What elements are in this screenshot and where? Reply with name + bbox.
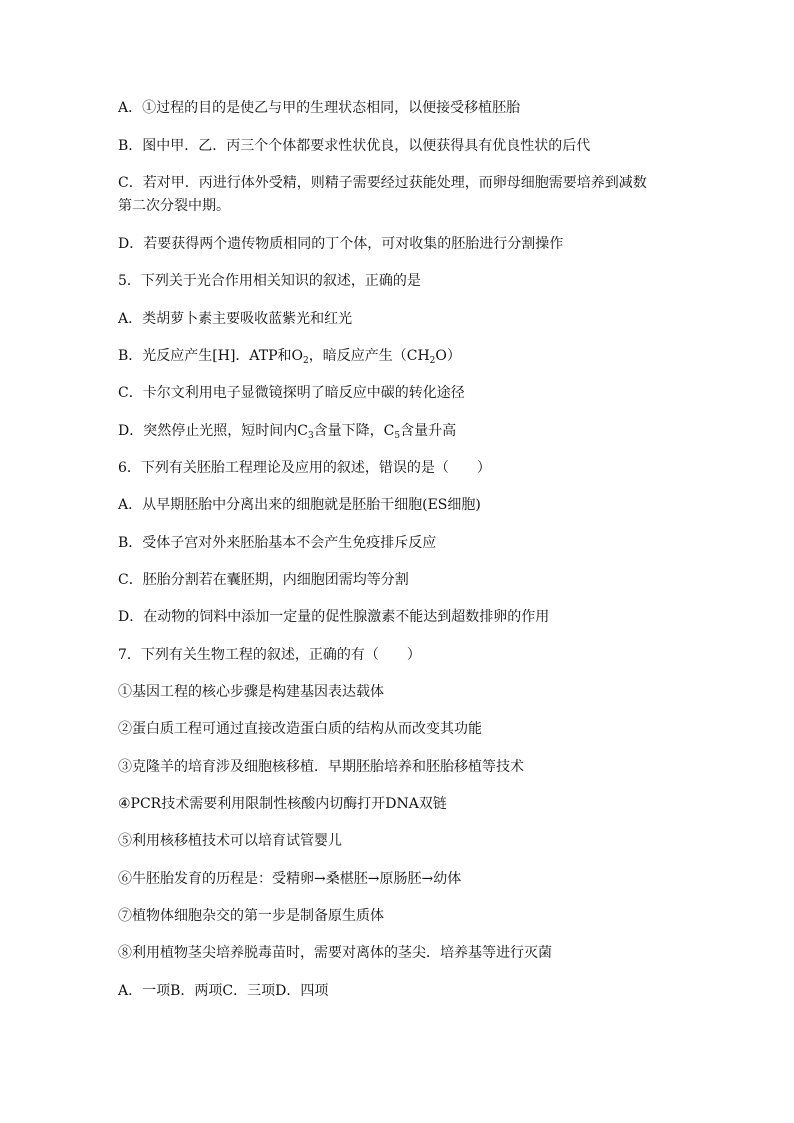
- q7-item: ⑥牛胚胎发育的历程是：受精卵→桑椹胚→原肠胚→幼体: [118, 871, 462, 887]
- q4-option-b: B．图中甲．乙．丙三个个体都要求性状优良，以便获得具有优良性状的后代: [118, 138, 591, 154]
- q5-option-b: [118, 347, 461, 365]
- q5-option-a: A．类胡萝卜素主要吸收蓝紫光和红光: [118, 311, 353, 327]
- q6-option-c: C．胚胎分割若在囊胚期，内细胞团需均等分割: [118, 572, 409, 588]
- q7-item: ①基因工程的核心步骤是构建基因表达载体: [118, 684, 384, 700]
- q6-option-a: A．从早期胚胎中分离出来的细胞就是胚胎干细胞(ES细胞): [118, 497, 481, 513]
- q5-b-sub1: 2: [303, 356, 309, 366]
- q7-options: A．一项B．两项C．三项D．四项: [118, 983, 329, 999]
- q4-option-d: D．若要获得两个遗传物质相同的丁个体，可对收集的胚胎进行分割操作: [118, 236, 564, 252]
- q4-option-a: A．①过程的目的是使乙与甲的生理状态相同，以便接受移植胚胎: [118, 100, 521, 116]
- q6-option-b: B．受体子宫对外来胚胎基本不会产生免疫排斥反应: [118, 535, 437, 551]
- q5-d-text2: 含量下降，C: [313, 423, 395, 439]
- q5-option-c: C．卡尔文利用电子显微镜探明了暗反应中碳的转化途径: [118, 385, 465, 401]
- q5-option-d: [118, 422, 456, 440]
- q7-stem: 7．下列有关生物工程的叙述，正确的有（ ）: [118, 647, 421, 663]
- q7-item: ④PCR技术需要利用限制性核酸内切酶打开DNA双链: [118, 796, 447, 812]
- q7-item: ⑦植物体细胞杂交的第一步是制备原生质体: [118, 908, 384, 924]
- q5-d-text1: D．突然停止光照，短时间内C: [118, 423, 308, 439]
- q5-stem: 5．下列关于光合作用相关知识的叙述，正确的是: [118, 273, 421, 289]
- q5-b-sub2: 2: [429, 356, 436, 366]
- q4-option-c-line1: C．若对甲．丙进行体外受精，则精子需要经过获能处理，而卵母细胞需要培养到减数: [118, 175, 647, 191]
- q7-item: ②蛋白质工程可通过直接改造蛋白质的结构从而改变其功能: [118, 721, 482, 737]
- q6-option-d: D．在动物的饲料中添加一定量的促性腺激素不能达到超数排卵的作用: [118, 609, 550, 625]
- q7-item: ⑤利用核移植技术可以培育试管婴儿: [118, 833, 342, 849]
- q5-d-sub1: 3: [307, 431, 314, 441]
- q7-item: ③克隆羊的培育涉及细胞核移植．早期胚胎培养和胚胎移植等技术: [118, 759, 524, 775]
- q5-b-text3: O）: [435, 348, 461, 364]
- q5-b-text1: B．光反应产生[H]．ATP和O: [118, 348, 304, 364]
- q5-d-sub2: 5: [394, 431, 401, 441]
- q7-item: ⑧利用植物茎尖培养脱毒苗时，需要对离体的茎尖．培养基等进行灭菌: [118, 945, 552, 961]
- q4-option-c-line2: 第二次分裂中期。: [118, 198, 230, 214]
- q5-b-text2: ，暗反应产生（CH: [308, 348, 430, 364]
- q6-stem: 6．下列有关胚胎工程理论及应用的叙述，错误的是（ ）: [118, 460, 491, 476]
- q5-d-text3: 含量升高: [400, 423, 457, 439]
